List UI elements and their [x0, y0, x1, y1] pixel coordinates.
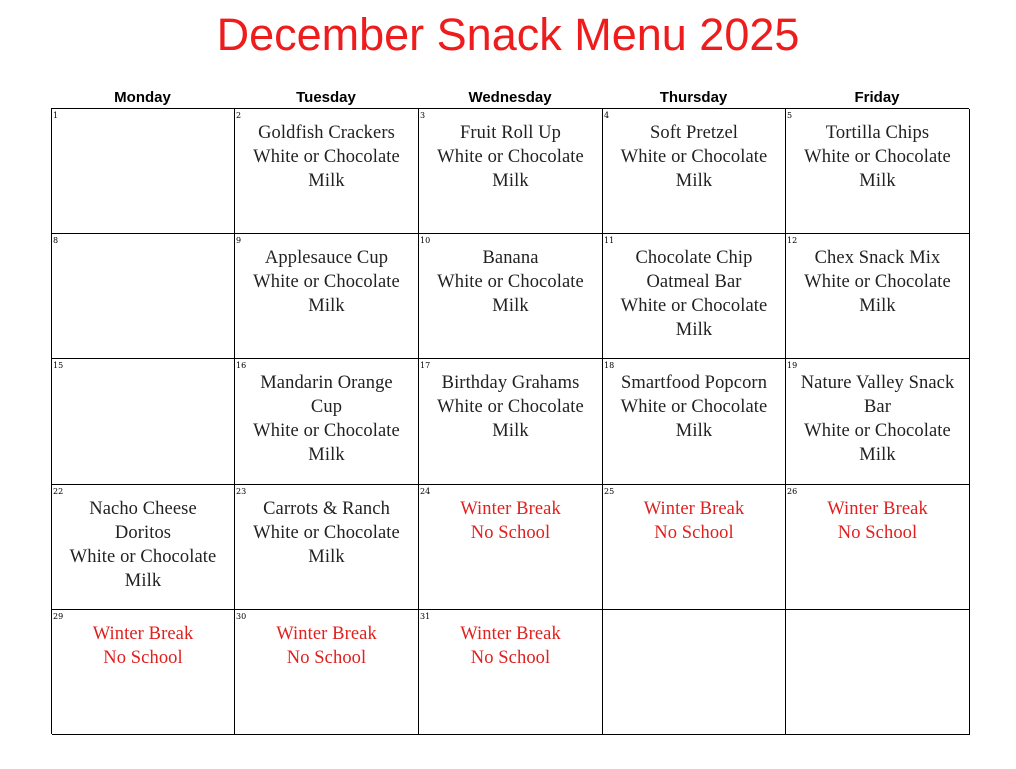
snack-entry: [52, 622, 234, 670]
holiday-text: Winter Break: [643, 499, 745, 519]
day-number: 8: [53, 236, 59, 245]
snack-entry: [786, 121, 969, 193]
day-number: 23: [236, 487, 247, 496]
holiday-text: No School: [103, 648, 183, 668]
day-number: 19: [787, 361, 798, 370]
snack-text: Tortilla Chips: [825, 123, 930, 143]
snack-entry: [235, 497, 418, 569]
snack-text: Nacho Cheese: [89, 499, 197, 519]
day-number: 3: [420, 111, 426, 120]
day-number: 10: [420, 236, 431, 245]
calendar-day-cell: [235, 234, 419, 359]
holiday-text: No School: [470, 648, 551, 668]
snack-entry: [603, 497, 785, 545]
holiday-text: Winter Break: [827, 499, 928, 519]
weekday-header-thursday: Thursday: [659, 89, 728, 106]
snack-text: Milk: [675, 171, 713, 191]
calendar-day-cell: [52, 234, 235, 359]
snack-text: White or Chocolate: [69, 547, 217, 567]
snack-text: Chex Snack Mix: [814, 248, 941, 268]
snack-text: White or Chocolate: [620, 397, 768, 417]
day-number: 22: [53, 487, 64, 496]
calendar-day-cell: [235, 109, 419, 234]
day-number: 1: [53, 111, 59, 120]
holiday-text: Winter Break: [92, 624, 194, 644]
day-number: 29: [53, 612, 64, 621]
snack-text: Smartfood Popcorn: [620, 373, 768, 393]
calendar-day-cell: [419, 610, 603, 735]
snack-entry: [52, 497, 234, 593]
snack-text: Fruit Roll Up: [459, 123, 561, 143]
day-number: 18: [604, 361, 615, 370]
calendar-day-cell: [419, 359, 603, 485]
weekday-header-tuesday: Tuesday: [296, 89, 356, 106]
snack-text: White or Chocolate: [804, 421, 951, 441]
day-number: 4: [604, 111, 610, 120]
calendar-day-cell: [786, 359, 970, 485]
calendar-day-cell: [235, 485, 419, 610]
snack-entry: [786, 371, 969, 467]
snack-entry: [419, 622, 602, 670]
snack-text: Milk: [492, 171, 529, 191]
calendar-day-cell: [786, 610, 970, 735]
snack-entry: [419, 246, 602, 318]
holiday-text: No School: [837, 523, 918, 543]
calendar-day-cell: [419, 234, 603, 359]
day-number: 12: [787, 236, 798, 245]
calendar-day-cell: [235, 359, 419, 485]
snack-entry: [603, 121, 785, 193]
holiday-text: No School: [286, 648, 367, 668]
snack-entry: [419, 497, 602, 545]
holiday-text: Winter Break: [276, 624, 377, 644]
snack-text: Cup: [310, 397, 343, 417]
snack-entry: [235, 622, 418, 670]
snack-text: White or Chocolate: [253, 523, 400, 543]
snack-text: Nature Valley Snack: [800, 373, 955, 393]
snack-text: Milk: [308, 171, 345, 191]
snack-text: Soft Pretzel: [649, 123, 739, 143]
snack-text: Bar: [863, 397, 891, 417]
day-number: 30: [236, 612, 247, 621]
snack-text: White or Chocolate: [437, 397, 584, 417]
snack-text: Milk: [124, 571, 162, 591]
day-number: 2: [236, 111, 242, 120]
holiday-text: Winter Break: [460, 499, 561, 519]
day-number: 9: [236, 236, 242, 245]
calendar-grid: [51, 108, 969, 734]
snack-entry: [603, 246, 785, 342]
calendar-day-cell: [603, 359, 786, 485]
calendar-day-cell: [786, 485, 970, 610]
snack-text: Oatmeal Bar: [646, 272, 742, 292]
snack-text: White or Chocolate: [804, 272, 951, 292]
snack-text: White or Chocolate: [253, 272, 400, 292]
snack-text: Milk: [859, 445, 896, 465]
snack-text: Goldfish Crackers: [258, 123, 395, 143]
calendar-day-cell: [603, 485, 786, 610]
snack-text: Milk: [492, 421, 529, 441]
snack-text: Banana: [482, 248, 539, 268]
day-number: 25: [604, 487, 615, 496]
day-number: 5: [787, 111, 793, 120]
day-number: 26: [787, 487, 798, 496]
snack-entry: [235, 121, 418, 193]
snack-text: Mandarin Orange: [260, 373, 393, 393]
snack-text: Birthday Grahams: [441, 373, 580, 393]
calendar-day-cell: [786, 234, 970, 359]
weekday-header-monday: Monday: [114, 89, 171, 106]
day-number: 17: [420, 361, 431, 370]
snack-text: Milk: [492, 296, 529, 316]
day-number: 31: [420, 612, 431, 621]
snack-text: Chocolate Chip: [635, 248, 753, 268]
snack-text: Doritos: [114, 523, 172, 543]
calendar-day-cell: [52, 485, 235, 610]
holiday-text: No School: [470, 523, 551, 543]
holiday-text: Winter Break: [460, 624, 561, 644]
snack-text: White or Chocolate: [804, 147, 951, 167]
calendar-day-cell: [52, 109, 235, 234]
snack-text: White or Chocolate: [437, 147, 584, 167]
snack-entry: [419, 121, 602, 193]
snack-text: Milk: [675, 421, 713, 441]
holiday-text: No School: [654, 523, 734, 543]
calendar-day-cell: [603, 234, 786, 359]
day-number: 15: [53, 361, 64, 370]
snack-text: Milk: [308, 445, 345, 465]
snack-entry: [603, 371, 785, 443]
snack-text: White or Chocolate: [253, 421, 400, 441]
snack-text: White or Chocolate: [437, 272, 584, 292]
snack-text: White or Chocolate: [253, 147, 400, 167]
snack-text: Carrots & Ranch: [263, 499, 390, 519]
calendar-day-cell: [419, 485, 603, 610]
day-number: 24: [420, 487, 431, 496]
snack-text: Milk: [675, 320, 713, 340]
calendar-day-cell: [419, 109, 603, 234]
snack-text: Milk: [859, 171, 896, 191]
snack-entry: [419, 371, 602, 443]
snack-text: Applesauce Cup: [264, 248, 389, 268]
weekday-header-wednesday: Wednesday: [468, 89, 552, 106]
snack-text: White or Chocolate: [620, 147, 768, 167]
snack-entry: [786, 497, 969, 545]
snack-text: Milk: [859, 296, 896, 316]
snack-entry: [235, 371, 418, 467]
calendar-day-cell: [786, 109, 970, 234]
calendar-day-cell: [52, 610, 235, 735]
calendar-day-cell: [235, 610, 419, 735]
calendar-day-cell: [603, 109, 786, 234]
snack-entry: [235, 246, 418, 318]
snack-text: Milk: [308, 296, 345, 316]
calendar-day-cell: [603, 610, 786, 735]
snack-text: Milk: [308, 547, 345, 567]
calendar-day-cell: [52, 359, 235, 485]
weekday-header-row: [51, 88, 969, 108]
weekday-header-friday: Friday: [854, 89, 900, 106]
snack-text: White or Chocolate: [620, 296, 768, 316]
snack-entry: [786, 246, 969, 318]
day-number: 11: [604, 236, 615, 245]
page-title: December Snack Menu 2025: [216, 9, 800, 60]
day-number: 16: [236, 361, 247, 370]
